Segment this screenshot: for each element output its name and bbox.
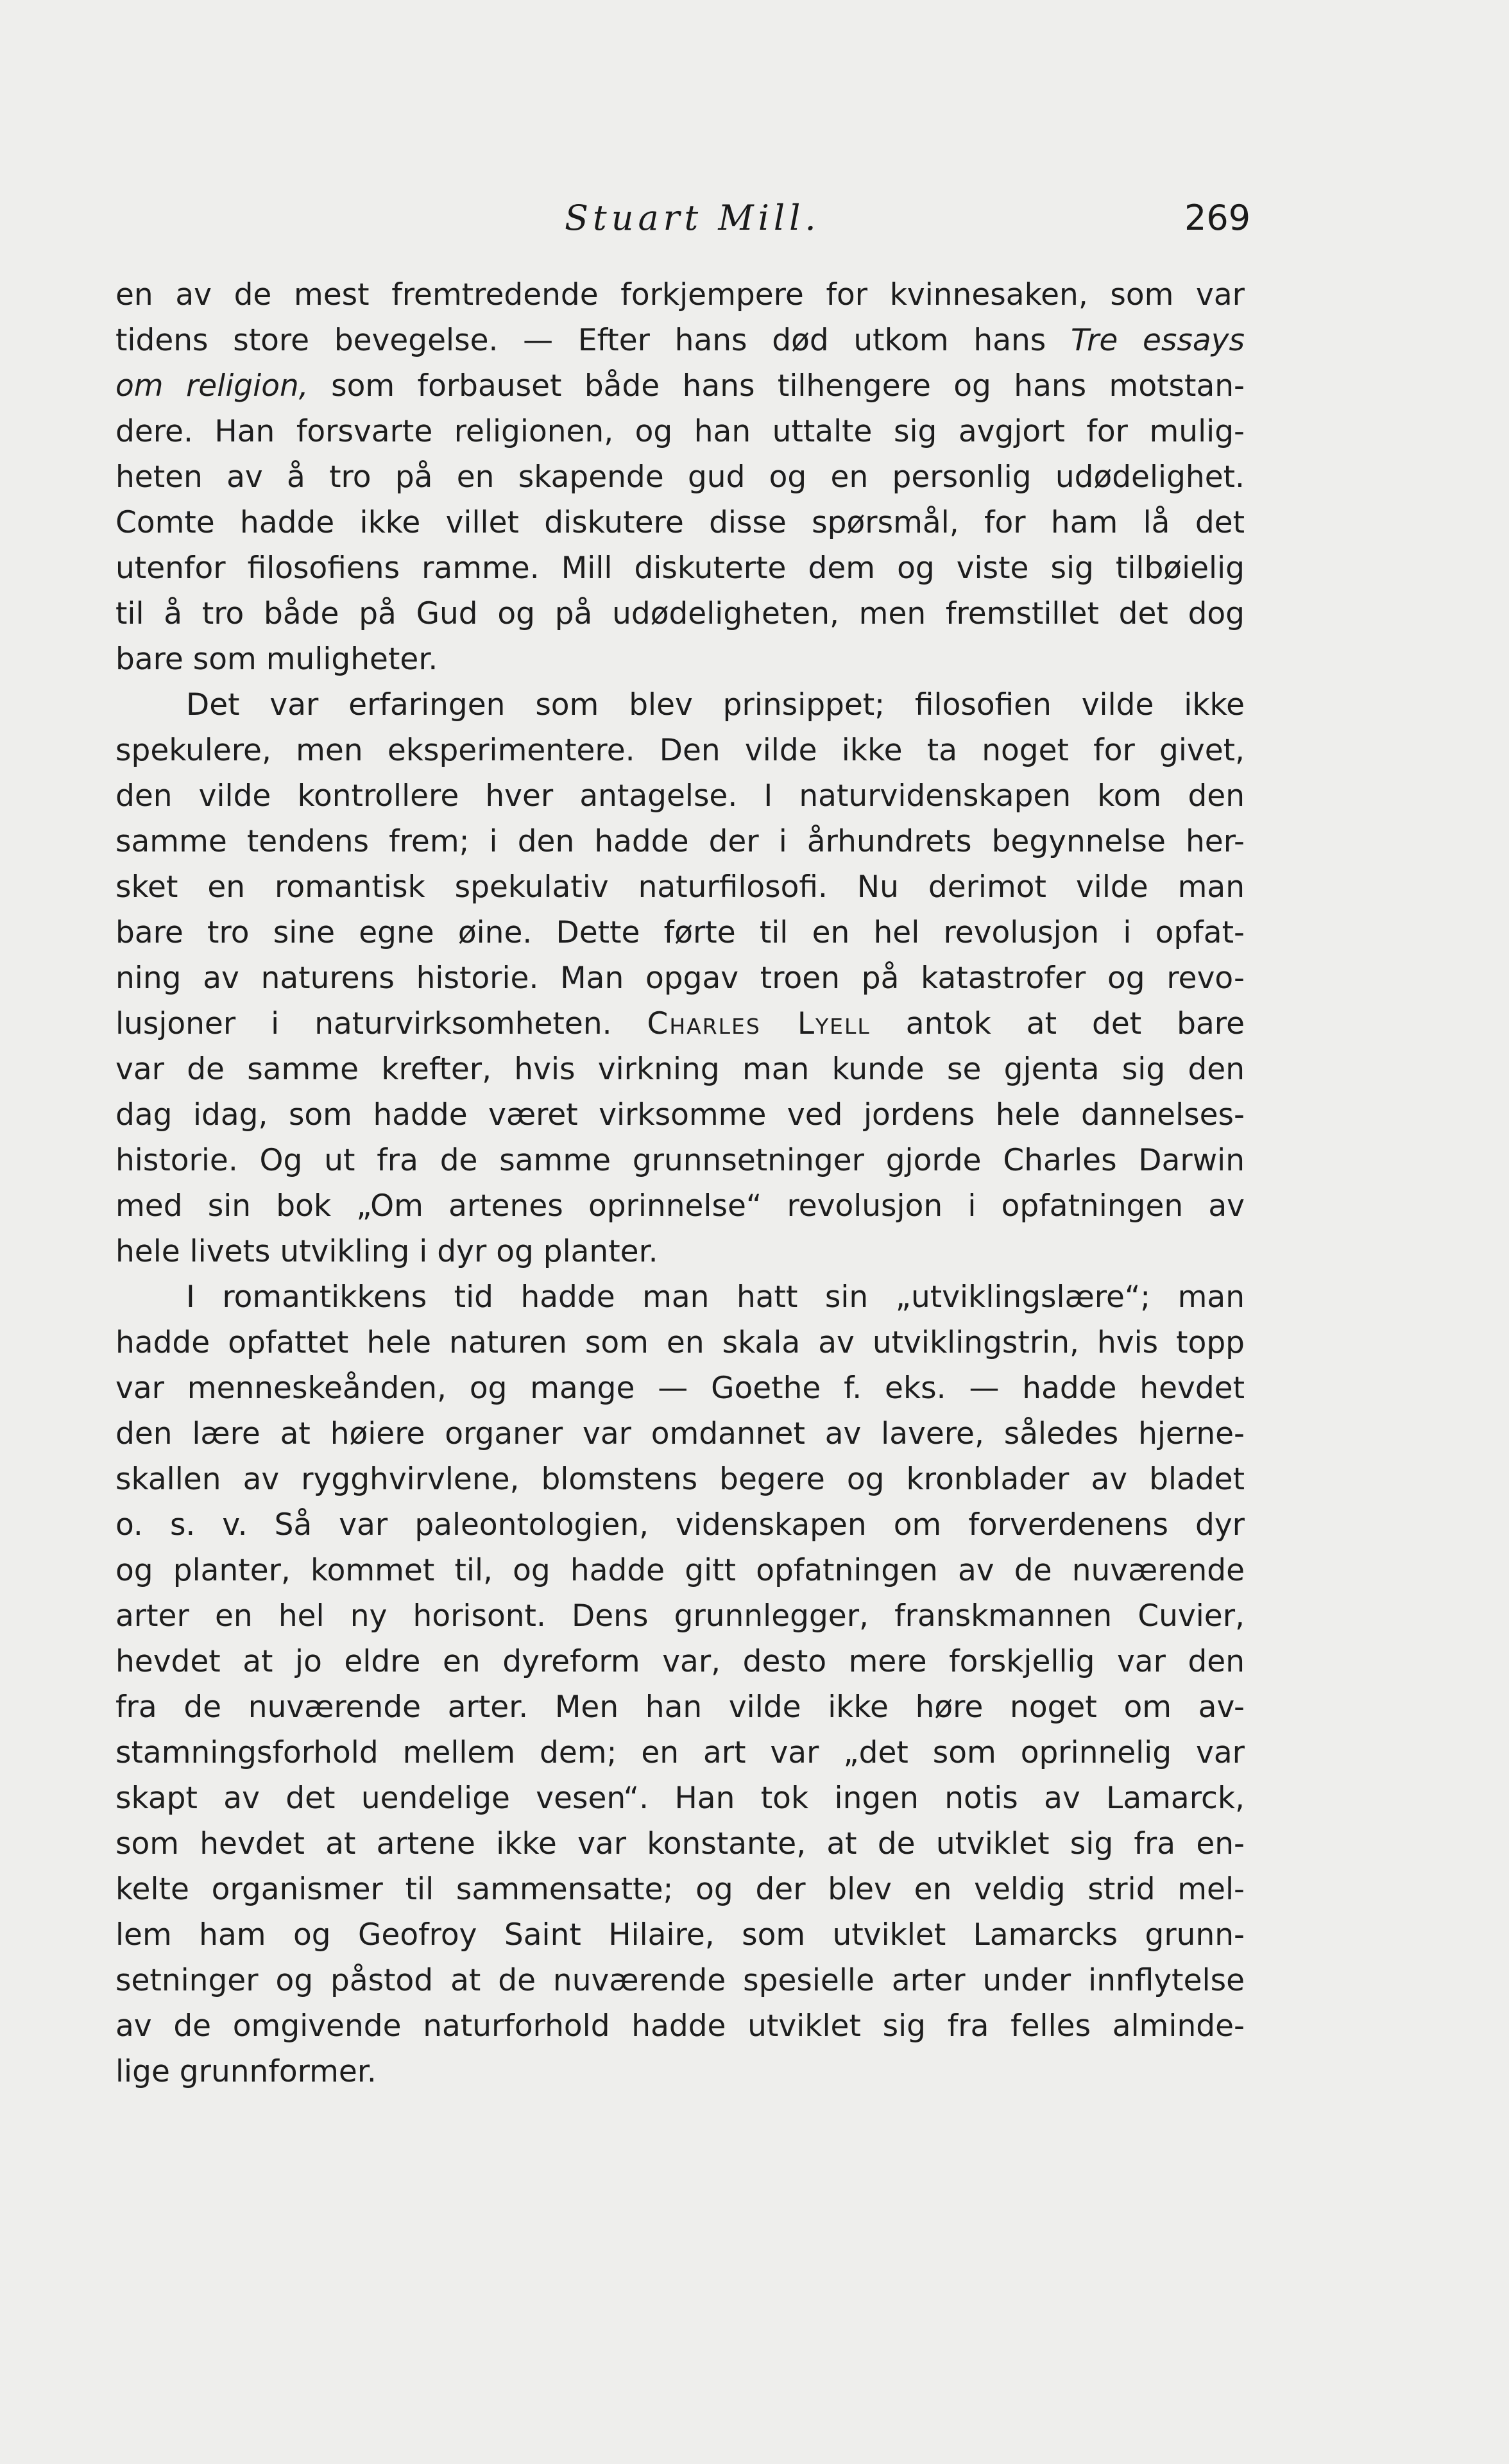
text-line: den vilde kontrollere hver antagelse. I naturvidenskapen kom den bbox=[115, 778, 1245, 814]
text-line: setninger og påstod at de nuværende spesielle arter under innflytelse bbox=[115, 1963, 1245, 1998]
text-line: av de omgivende naturforhold hadde utviklet sig fra felles alminde- bbox=[115, 2008, 1245, 2044]
text-line: sket en romantisk spekulativ naturfilosofi. Nu derimot vilde man bbox=[115, 869, 1245, 905]
text-line: til å tro både på Gud og på udødeligheten, men fremstillet det dog bbox=[115, 596, 1245, 631]
text-line: historie. Og ut fra de samme grunnsetninger gjorde Charles Darwin bbox=[115, 1143, 1245, 1178]
text-line: som hevdet at artene ikke var konstante, at de utviklet sig fra en- bbox=[115, 1826, 1245, 1861]
text-line: hele livets utvikling i dyr og planter. bbox=[115, 1234, 658, 1269]
text-line: ning av naturens historie. Man opgav troen på katastrofer og revo- bbox=[115, 961, 1245, 996]
text-line: arter en hel ny horisont. Dens grunnlegger, franskmannen Cuvier, bbox=[115, 1598, 1245, 1634]
text-line: stamningsforhold mellem dem; en art var „det som oprinnelig var bbox=[115, 1735, 1245, 1770]
book-title-italic: Tre essays bbox=[1071, 323, 1245, 358]
book-title-italic: om religion, bbox=[115, 368, 309, 404]
text-line: skallen av rygghvirvlene, blomstens begere og kronblader av bladet bbox=[115, 1462, 1245, 1497]
text-line: om religion, som forbauset både hans tilhengere og hans motstan- bbox=[115, 368, 1245, 404]
text-line: dag idag, som hadde været virksomme ved jordens hele dannelses- bbox=[115, 1097, 1245, 1133]
text-line: var menneskeånden, og mange — Goethe f. eks. — hadde hevdet bbox=[115, 1371, 1245, 1406]
text-line: kelte organismer til sammensatte; og der blev en veldig strid mel- bbox=[115, 1872, 1245, 1907]
text-line: en av de mest fremtredende forkjempere for kvinnesaken, som var bbox=[115, 277, 1245, 312]
text-line: Comte hadde ikke villet diskutere disse spørsmål, for ham lå det bbox=[115, 505, 1245, 540]
text-line: heten av å tro på en skapende gud og en personlig udødelighet. bbox=[115, 459, 1245, 495]
text-line: spekulere, men eksperimentere. Den vilde ikke ta noget for givet, bbox=[115, 733, 1245, 768]
page-number: 269 bbox=[1184, 198, 1251, 238]
text-line: dere. Han forsvarte religionen, og han uttalte sig avgjort for mulig- bbox=[115, 414, 1245, 449]
text-line: skapt av det uendelige vesen“. Han tok ingen notis av Lamarck, bbox=[115, 1781, 1245, 1816]
text-line: lusjoner i naturvirksomheten. Charles Lyell antok at det bare bbox=[115, 1006, 1245, 1041]
text-line: hevdet at jo eldre en dyreform var, desto mere forskjellig var den bbox=[115, 1644, 1245, 1679]
running-title: Stuart Mill. bbox=[565, 198, 821, 238]
text-line: bare som muligheter. bbox=[115, 642, 438, 677]
text-line: og planter, kommet til, og hadde gitt opfatningen av de nuværende bbox=[115, 1553, 1245, 1588]
paragraph-start-line: Det var erfaringen som blev prinsippet; filosofien vilde ikke bbox=[186, 687, 1245, 723]
name-small-caps: Charles Lyell bbox=[647, 1006, 871, 1041]
text-line: utenfor filosofiens ramme. Mill diskuterte dem og viste sig tilbøielig bbox=[115, 551, 1245, 586]
body-text bbox=[115, 272, 1245, 2094]
text-line: tidens store bevegelse. — Efter hans død utkom hans Tre essays bbox=[115, 323, 1245, 358]
paragraph-start-line: I romantikkens tid hadde man hatt sin „utviklingslære“; man bbox=[186, 1279, 1245, 1315]
text-line: lem ham og Geofroy Saint Hilaire, som utviklet Lamarcks grunn- bbox=[115, 1917, 1245, 1953]
text-line: hadde opfattet hele naturen som en skala av utviklingstrin, hvis topp bbox=[115, 1325, 1245, 1360]
text-line: med sin bok „Om artenes oprinnelse“ revolusjon i opfatningen av bbox=[115, 1188, 1245, 1224]
text-line: samme tendens frem; i den hadde der i århundrets begynnelse her- bbox=[115, 824, 1245, 859]
text-line: lige grunnformer. bbox=[115, 2054, 377, 2089]
running-head bbox=[0, 193, 1509, 244]
text-line: fra de nuværende arter. Men han vilde ikke høre noget om av- bbox=[115, 1690, 1245, 1725]
text-line: bare tro sine egne øine. Dette førte til en hel revolusjon i opfat- bbox=[115, 915, 1245, 950]
text-line: var de samme krefter, hvis virkning man kunde se gjenta sig den bbox=[115, 1052, 1245, 1087]
text-line: den lære at høiere organer var omdannet av lavere, således hjerne- bbox=[115, 1416, 1245, 1451]
text-line: o. s. v. Så var paleontologien, videnskapen om forverdenens dyr bbox=[115, 1507, 1245, 1543]
